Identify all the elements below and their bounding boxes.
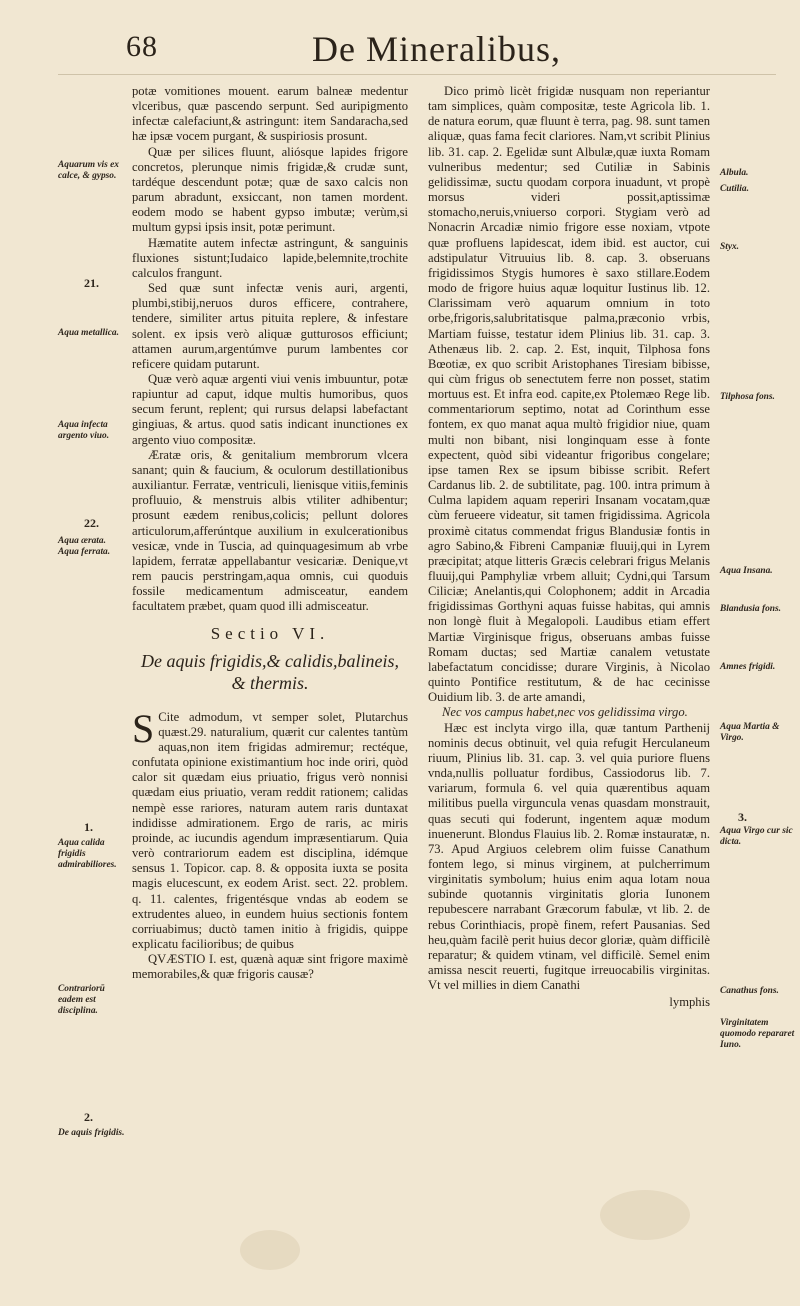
catchword: lymphis <box>669 995 710 1010</box>
verse-quote: Nec vos campus habet,nec vos gelidissima virgo. <box>442 705 688 720</box>
margin-note: Contrariorū eadem est disciplina. <box>58 984 105 1016</box>
left-column <box>132 84 408 982</box>
margin-note: Cutilia. <box>720 184 749 194</box>
margin-number: 21. <box>84 276 99 290</box>
right-column <box>428 84 710 1011</box>
margin-note: Aqua Insana. <box>720 566 773 576</box>
margin-number: 22. <box>84 516 99 530</box>
margin-note: Blandusia fons. <box>720 604 781 614</box>
paragraph: Hæc est inclyta virgo illa, quæ tantum Parthenij nominis decus obtinuit, vel quia refugit Herculaneum riuum, Plinius lib. 31. cap. 3. vel quia puriore fluens vnda,nullis polluatur fordibus, Cassiodorus lib. 7. variarum, formula 6. vel quia quærentibus aquam militibus puella virguncula venas quasdam monstrauit, quas secuti qui foderunt, ingentem aquæ modum inuenerunt. Blondus Flauius lib. 2. Romæ instauratæ, n. 73. Apud Argiuos celebrem olim fuisse Canathum fontem lego, si minus virginem, at pulcherrimum virginitatis symbolum; huius enim aqua lotam noua subinde quotannis virginitatis gloria Iunonem repubescere narrabant Græcorum fabulæ, vt lib. 2. de rebus Corinthiacis, propè finem, refert Pausanias. Sed heu,quàm facilè perit huius decor gloriæ, quàm difficilè reparatur; & quidem vtinam, vel difficilè. Semel enim amissa nescit reuerti, fugitque irreuocabilis virginitas. Vt vel millies in diem Canathi <box>428 720 710 993</box>
margin-note: Amnes frigidi. <box>720 662 776 672</box>
margin-note: Albula. <box>720 168 749 178</box>
drop-cap: S <box>132 705 155 751</box>
margin-note: Aqua calida frigidis admirabiliores. <box>58 838 117 870</box>
margin-note: Canathus fons. <box>720 986 779 996</box>
margin-number: 1. <box>84 820 93 834</box>
margin-note: Aqua Virgo cur sic dicta. <box>720 826 793 847</box>
section-subtitle <box>132 650 408 694</box>
margin-note: De aquis frigidis. <box>58 1128 125 1138</box>
margin-note: Virginitatem quomodo repararet Iuno. <box>720 1018 795 1050</box>
paragraph: Quæ verò aquæ argenti viui venis imbuuntur, potæ rapiuntur ad caput, idque multis humoribus, quos secum ferunt, replent; qui rursus delapsi labefactant gingiuas, & artus. quod satis indicant inunctiones ex argento viuo compositæ. <box>132 371 408 447</box>
header-rule <box>58 74 776 75</box>
paragraph: Dico primò licèt frigidæ nusquam non reperiantur tam simplices, quàm compositæ, teste Agricola lib. 1. de natura eorum, quæ fluunt è terra, pag. 98. sunt tamen aliquæ, quas fama fecit clariores. Nam,vt scribit Plinius lib. 31. cap. 2. Egelidæ sunt Albulæ,quæ iuxta Romam vulneribus medentur; sed Cutiliæ in Sabinis gelidissimæ, suctu quodam corpora inuadunt, vt propè morsus videri possit,aptissimæ stomacho,neruis,vniuerso corpori. Stygiam verò ad Nonacrin Arcadiæ nimio frigore esse noxiam, vtpote quæ profluens lapidescat, idem ibid. est auctor, cui adstipulatur Vitruuius lib. 8. cap. 3. obseruans frigidissimos Stygis humores è saxo stillare.Eodem modo de frigore huius aquæ loquitur Iustinus lib. 12. Clarissimam verò aquarum omnium in toto orbe,frigoris,salubritatisque palma,præconio vrbis, Martiam fuisse, testatur idem Plinius lib. 31. cap. 3. Athenæus lib. 2. cap. 2. Est, inquit, Tilphosa fons Bœotiæ, ex quo scribit Aristophanes Tiresiam bibisse, qui cùm frigus ob senectutem ferre non posset, statim mortuus est. Et infra eod. capite,ex Ptolemæo Rege lib. commentariorum septimo, notat ad Corinthum esse fontem, ex quo manat aqua multò frigidior niue, quam multi non bibant, nisi longinquam esse à fonte expectent, quòd sibi videantur frigoribus congelare; ipse tamen Rex se ipsum bibisse scribit. Refert Cardanus lib. 2. de subtilitate, pag. 100. intra primum à Culma lapidem aquam reperiri Insanam vocatam,quæ cùm ferueere videatur, sit tamen frigidissima. Agricola proximè citatus commendat frigus Blandusiæ fontis in agro Sabino,& Fibreni Campaniæ fluuij,qui in Lyrem præcipitat; atque litteris Græcis celebrari frigus Melanis fluuij,qui Pamphyliæ vrbem alluit; Cydni,qui Tarsum Ciliciæ; Anelantis,qui Colophonem; addit in Arcadia frigidissimas Gorthyni aquas fuisse habitas, qui amnis non longè fluit à Megalopoli. Laudibus etiam effert Martiæ Virginisque frigus, obseruans ambas fuisse Romam ductas; sed Martiæ canalem vetustate labefactatum concidisse; durare Virginis, à Nicolao quinto Pontifice restitutum, & de hac cecinisse Ouidium lib. 3. de arte amandi, <box>428 84 710 705</box>
margin-note: Aqua infecta argento viuo. <box>58 420 110 441</box>
paragraph: Æratæ oris, & genitalium membrorum vlcera sanant; quin & faucium, & oculorum destillationibus auxiliantur. Ferratæ, ventriculi, lienisque vitiis,feminis profluuio, & menstruis albis vtiliter adhibentur; prosunt eædem renibus,colicis; pellunt dolores articulorum,afferúntque auxilium in exulcerationibus vesicæ, vnde in Tuscia, ad quinquagesimum ab vrbe lapidem, ferratæ appellabantur vesicariæ. Denique,vt rem paucis perstringam,aqua omnis, cui quoduis fossile medicamentum admisceatur, eandem facultatem præbet, quam quod illi admisceatur. <box>132 447 408 614</box>
paragraph: potæ vomitiones mouent. earum balneæ medentur vlceribus, quæ pascendo serpunt. Sed auripigmento infectæ calefaciunt,& astringunt: item Sandaracha,sed hæ ipsæ vocem purgant, & suspiriosis prosunt. <box>132 84 408 144</box>
margin-note: Styx. <box>720 242 740 252</box>
margin-note: Aqua Martia & Virgo. <box>720 722 780 743</box>
margin-number: 3. <box>738 810 747 824</box>
paragraph: QVÆSTIO I. est, quænà aquæ sint frigore maximè memorabiles,& quæ frigoris causæ? <box>132 952 408 982</box>
margin-note: Tilphosa fons. <box>720 392 775 402</box>
paragraph <box>132 705 408 953</box>
margin-note: Aqua metallica. <box>58 328 119 338</box>
page-number: 68 <box>126 30 158 63</box>
margin-number: 2. <box>84 1110 93 1124</box>
margin-note: Aqua ærata. Aqua ferrata. <box>58 536 111 557</box>
margin-note: Aquarum vis ex calce, & gypso. <box>58 160 119 181</box>
paragraph-text: Cite admodum, vt semper solet, Plutarchus quæst.29. naturalium, quærit cur calentes tantùm aquas,non item frigidas admiremur; rectéque, confutata opinione existimantium hoc inde oriri, quòd calor sit quædam eius priuatio, frigus verò nonnisi quædam eius priuatio, veram reddit rationem; calidas nempè esse rariores, naturam autem raris duntaxat indidisse admirationem. Ergo de raris, ac miris proinde, ac iucundis agendum impræsentiarum. Quia verò contrariorum eadem est disciplina, idémque sensus 1. Topicor. cap. 8. & opposita iuxta se posita magis elucescunt, ex eodem Arist. sect. 22. problem. q. 11. calentes, frigentésque vndas ab eodem se extrudentes alueo, in eundem huius sectionis fontem corriuabimus; ductò tamen initio à frigidis, quippe explicatu facilioribus; de quibus <box>132 709 408 951</box>
running-head: De Mineralibus, <box>312 29 561 69</box>
paragraph: Quæ per silices fluunt, aliósque lapides frigore concretos, plerunque nimis frigidæ,& crudæ sunt, tardéque descendunt potæ; quæ de saxo calcis non parum abradunt, exsiccant, non tamen mordent. eodem modo se habent gypso imbutæ; verùm,si multum gypsi ipsis insit, potæ perimunt. <box>132 144 408 235</box>
section-title: Sectio VI. <box>210 624 330 644</box>
section-subtitle-line: De aquis frigidis,& calidis,balineis, <box>140 650 399 671</box>
paper-stain <box>600 1190 690 1240</box>
paragraph: Hæmatite autem infectæ astringunt, & sanguinis fluxiones sistunt;Iudaico lapide,belemnite,trochite calculos frangunt. <box>132 235 408 280</box>
paper-stain <box>240 1230 300 1270</box>
section-subtitle-line: & thermis. <box>231 672 309 693</box>
paragraph: Sed quæ sunt infectæ venis auri, argenti, plumbi,stibij,neruos duros efficere, contrahere, tendere, similiter artus pituita replere, & infestare solent. ex ipsis verò aliquæ gutturosos efficiunt; attamen aurum,argentúmve purum lambentes cor reficere quidam putarunt. <box>132 281 408 371</box>
